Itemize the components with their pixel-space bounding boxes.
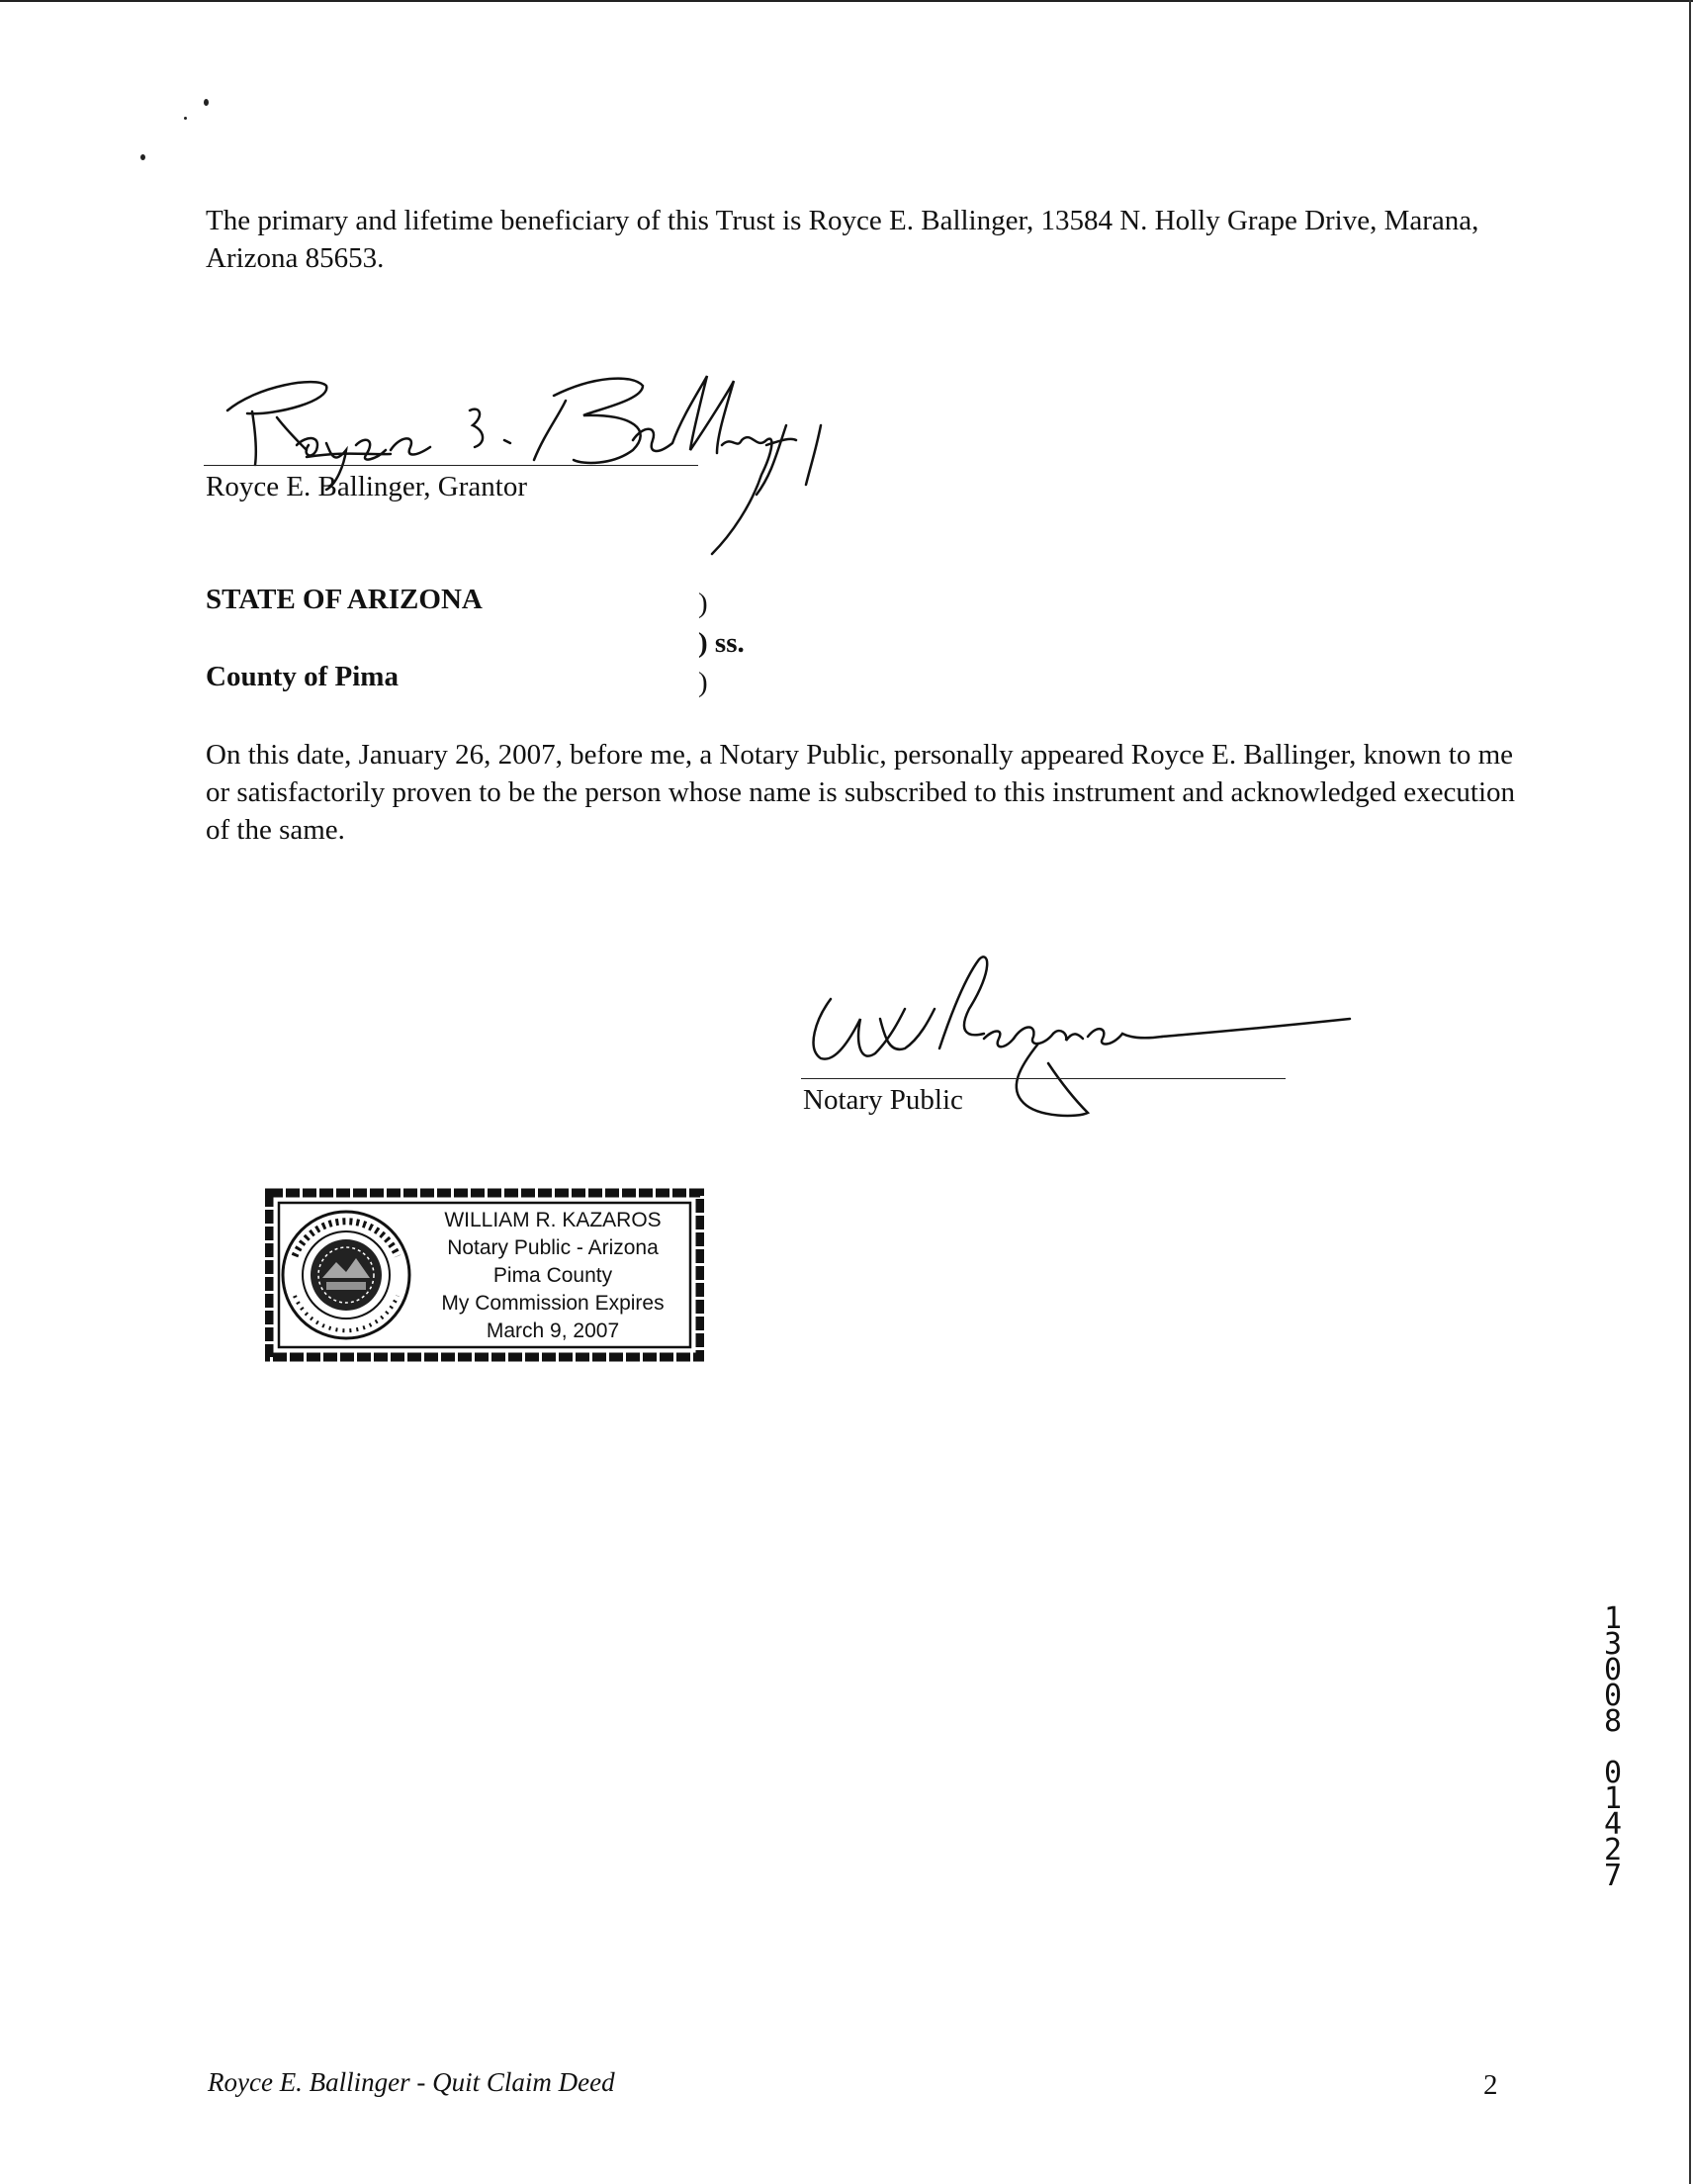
paren-3: ): [698, 667, 708, 698]
recording-number: [1598, 1601, 1628, 1893]
notary-signature: [791, 940, 1365, 1167]
seal-text-block: [419, 1207, 686, 1345]
scan-speck: [140, 154, 145, 160]
page-number: 2: [1483, 2069, 1498, 2101]
notary-label: Notary Public: [803, 1084, 963, 1116]
paren-1: ): [698, 588, 708, 619]
recording-digit: 3: [1603, 1627, 1623, 1662]
recording-digit: 0: [1603, 1756, 1623, 1790]
page-border-right: [1689, 0, 1691, 2184]
recording-digit: 1: [1603, 1601, 1623, 1636]
page-border-top: [0, 0, 1693, 2]
acknowledgment-paragraph: On this date, January 26, 2007, before me, a Notary Public, personally appeared Royce E. Ballinger, known to me or satisfactorily proven to be the person whose name is subscribed to this instrument and acknowledged execution of the same.: [206, 739, 1516, 846]
county-label: County of Pima: [206, 661, 399, 692]
recording-digit: 1: [1603, 1781, 1623, 1816]
state-label: STATE OF ARIZONA: [206, 584, 483, 615]
recording-digit: 0: [1603, 1653, 1623, 1687]
seal-county: Pima County: [492, 1264, 613, 1287]
seal-commission: My Commission Expires: [441, 1292, 665, 1315]
recording-digit: 8: [1603, 1704, 1623, 1739]
grantor-signature-line: [204, 465, 698, 466]
recording-digit: 7: [1603, 1859, 1623, 1893]
recording-digit: 2: [1603, 1833, 1623, 1867]
seal-title: Notary Public - Arizona: [447, 1236, 659, 1259]
grantor-label: Royce E. Ballinger, Grantor: [206, 471, 527, 502]
seal-name: WILLIAM R. KAZAROS: [444, 1209, 662, 1231]
recording-digit: 0: [1603, 1679, 1623, 1713]
recording-digit: 4: [1603, 1807, 1623, 1842]
paren-ss: ) ss.: [698, 627, 745, 659]
seal-expiry: March 9, 2007: [486, 1320, 620, 1342]
beneficiary-paragraph: The primary and lifetime beneficiary of this Trust is Royce E. Ballinger, 13584 N. Holly Grape Drive, Marana, Arizona 85653.: [206, 205, 1479, 274]
notary-seal: [265, 1187, 704, 1363]
scan-speck: [184, 117, 187, 120]
scan-speck: [204, 99, 209, 106]
footer-document-title: Royce E. Ballinger - Quit Claim Deed: [208, 2067, 615, 2097]
notary-signature-line: [801, 1078, 1286, 1079]
